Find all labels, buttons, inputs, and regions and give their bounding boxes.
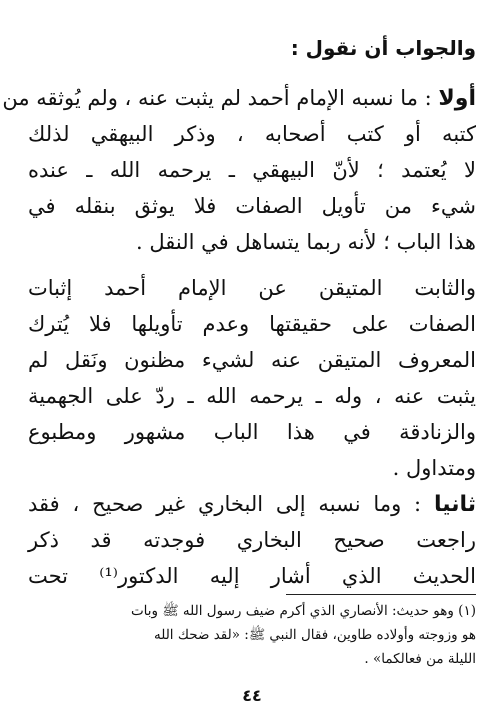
footnote-line: الليلة من فعالكما» . (364, 651, 476, 667)
para3-first-line (28, 486, 476, 523)
para3-label: ثانيا (433, 492, 476, 517)
para3-line: الحديث الذي أشار إليه الدكتور⁽¹⁾ تحت (28, 564, 476, 588)
footnote-divider (286, 594, 476, 595)
section-heading: والجواب أن نقول : (290, 36, 476, 60)
para3-line: راجعت صحيح البخاري فوجدته قد ذكر (28, 528, 476, 552)
para2-line: الصفات على حقيقتها وعدم تأويلها فلا يُترك (28, 312, 476, 336)
para2-line: ومتداول . (392, 456, 476, 480)
para2-line: يثبت عنه ، وله ـ يرحمه الله ـ ردّ على الجهمية (28, 384, 476, 408)
para1-line: هذا الباب ؛ لأنه ربما يتساهل في النقل . (136, 230, 476, 254)
para2-line: المعروف المتيقن عنه لشيء مظنون ونَقل لم (28, 348, 476, 372)
footnote-line: هو وزوجته وأولاده طاوين، فقال النبي ﷺ: «لقد ضحك الله (153, 627, 476, 643)
para2-line: والثابت المتيقن عن الإمام أحمد إثبات (28, 276, 476, 300)
para1-label: أولا (438, 86, 476, 111)
para1-first-text: : ما نسبه الإمام أحمد لم يثبت عنه ، ولم يُوثقه من (2, 86, 432, 110)
para2-line: والزنادقة في هذا الباب مشهور ومطبوع (28, 420, 476, 444)
page-number: ٤٤ (242, 686, 262, 705)
para1-line: شيء من تأويل الصفات فلا يوثق بنقله في (28, 194, 476, 218)
footnote-line: (١) وهو حديث: الأنصاري الذي أكرم ضيف رسول الله ﷺ وبات (130, 603, 476, 619)
para1-first-line (2, 80, 476, 117)
para1-line: لا يُعتمد ؛ لأنّ البيهقي ـ يرحمه الله ـ عنده (28, 158, 476, 182)
para3-first-text: : وما نسبه إلى البخاري غير صحيح ، فقد (28, 492, 422, 516)
para1-line: كتبه أو كتب أصحابه ، وذكر البيهقي لذلك (28, 122, 476, 146)
